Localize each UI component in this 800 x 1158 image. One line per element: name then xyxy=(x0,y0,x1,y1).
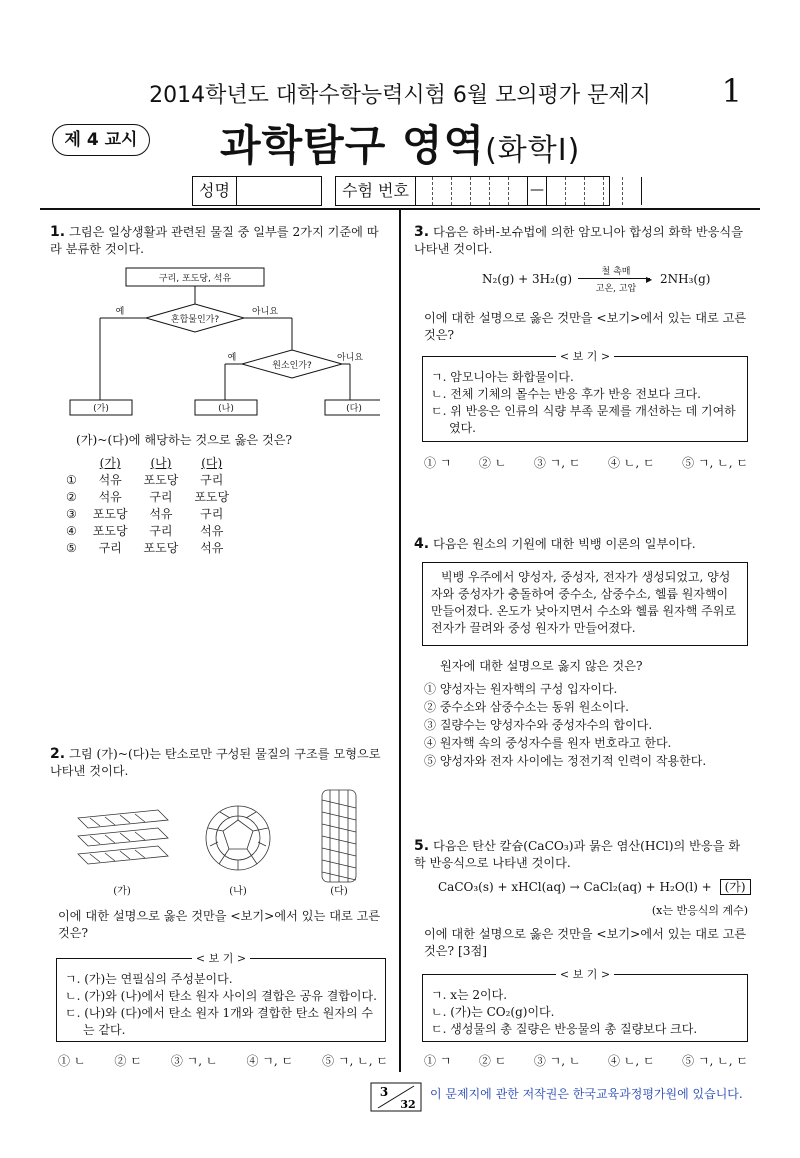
q2-carbon-structures xyxy=(60,788,390,898)
q5-option-2[interactable]: ② ㄷ xyxy=(478,1054,507,1068)
flow-yes-2: 예 xyxy=(227,353,237,363)
name-field[interactable] xyxy=(192,176,322,206)
q1-option-3[interactable]: ③ 포도당 석유 구리 xyxy=(66,506,224,521)
q1-flowchart xyxy=(60,266,380,418)
q5-bogi-box xyxy=(422,968,748,1042)
exam-number-cells xyxy=(414,177,642,205)
q2-option-4[interactable]: ④ ㄱ, ㄷ xyxy=(246,1054,294,1068)
page-counter xyxy=(370,1082,422,1112)
q3-bogi-title: < 보 기 > xyxy=(556,350,614,363)
q5-option-4[interactable]: ④ ㄴ, ㄷ xyxy=(607,1054,655,1068)
q5-options xyxy=(424,1052,748,1069)
q5-bogi-3: ㄷ. 생성물의 총 질량은 반응물의 총 질량보다 크다. xyxy=(431,1022,698,1036)
q1-option-5[interactable]: ⑤ 구리 포도당 석유 xyxy=(66,540,224,555)
q3-eq-left: N₂(g) + 3H₂(g) xyxy=(482,272,572,286)
exam-number-label: 수험 번호 xyxy=(336,177,416,205)
flow-b: (나) xyxy=(218,404,234,414)
exam-title: 2014학년도 대학수학능력시험 6월 모의평가 문제지 xyxy=(149,83,651,108)
q1-stem-text: 그림은 일상생활과 관련된 물질 중 일부를 2가지 기준에 따라 분류한 것이다. xyxy=(50,225,379,256)
flow-top-box: 구리, 포도당, 석유 xyxy=(158,274,232,284)
flow-a: (가) xyxy=(93,404,109,414)
flow-c: (다) xyxy=(346,404,362,414)
q1-stem xyxy=(50,224,388,258)
subject-title xyxy=(220,113,580,173)
q1-option-4[interactable]: ④ 포도당 구리 석유 xyxy=(66,523,224,538)
page-current: 3 xyxy=(379,1085,389,1099)
page-mark: 1 xyxy=(721,72,742,110)
subject-sub: (화학Ⅰ) xyxy=(485,133,581,168)
q1-options xyxy=(58,454,237,556)
q1-question: (가)~(다)에 해당하는 것으로 옳은 것은? xyxy=(76,433,293,447)
q4-passage-box xyxy=(422,562,748,646)
q2-number: 2. xyxy=(50,746,66,762)
q3-eq-bottom: 고온, 고압 xyxy=(595,284,637,294)
q4-option-5[interactable]: ⑤ 양성자와 전자 사이에는 정전기적 인력이 작용한다. xyxy=(424,754,707,768)
flow-no-1: 아니요 xyxy=(251,307,279,317)
q2-bogi-1: ㄱ. (가)는 연필심의 주성분이다. xyxy=(65,972,233,986)
q3-stem xyxy=(414,224,748,258)
q3-options xyxy=(424,454,748,471)
q1-number: 1. xyxy=(50,224,66,240)
q3-bogi-2: ㄴ. 전체 기체의 몰수는 반응 후가 반응 전보다 크다. xyxy=(431,387,701,401)
q4-option-2[interactable]: ② 중수소와 삼중수소는 동위 원소이다. xyxy=(424,700,629,714)
q4-question: 원자에 대한 설명으로 옳지 않은 것은? xyxy=(440,659,643,673)
q2-label-c: (다) xyxy=(330,886,348,897)
q5-bogi-title: < 보 기 > xyxy=(556,968,614,981)
name-label: 성명 xyxy=(193,177,237,205)
q3-bogi-1: ㄱ. 암모니아는 화합물이다. xyxy=(431,370,574,384)
q4-passage: 빅뱅 우주에서 양성자, 중성자, 전자가 생성되었고, 양성자와 중성자가 충돌하여 중수소, 삼중수소, 헬륨 원자핵이 만들어졌다. 온도가 낮아지면서 수소와 헬륨 원자핵 주위로 전자가 끌려와 중성 원자가 만들어졌다. xyxy=(431,570,736,635)
q5-note: (x는 반응식의 계수) xyxy=(651,904,748,917)
q3-option-2[interactable]: ② ㄴ xyxy=(478,456,507,470)
q1-option-1[interactable]: ① 석유 포도당 구리 xyxy=(66,472,224,487)
q2-option-3[interactable]: ③ ㄱ, ㄴ xyxy=(170,1054,218,1068)
q5-stem-text: 다음은 탄산 칼슘(CaCO₃)과 묽은 염산(HCl)의 반응을 화학 반응식으로 나타낸 것이다. xyxy=(414,839,741,870)
q2-bogi-title: < 보 기 > xyxy=(192,952,250,965)
q1-col-b: (나) xyxy=(150,456,172,470)
q2-question: 이에 대한 설명으로 옳은 것만을 <보기>에서 있는 대로 고른 것은? xyxy=(58,909,381,940)
q4-stem xyxy=(414,536,748,553)
flow-yes-1: 예 xyxy=(115,307,125,317)
q2-option-2[interactable]: ② ㄷ xyxy=(114,1054,142,1068)
q3-number: 3. xyxy=(414,224,430,240)
q2-bogi-2: ㄴ. (가)와 (나)에서 탄소 원자 사이의 결합은 공유 결합이다. xyxy=(65,989,377,1003)
q5-option-3[interactable]: ③ ㄱ, ㄴ xyxy=(533,1054,581,1068)
q5-number: 5. xyxy=(414,838,430,854)
q2-bogi-3: ㄷ. (나)와 (다)에서 탄소 원자 1개와 결합한 탄소 원자의 수는 같다. xyxy=(65,1006,373,1037)
q3-bogi-box xyxy=(422,350,748,442)
q2-stem xyxy=(50,746,388,780)
q5-stem xyxy=(414,838,748,872)
exam-number-dash: — xyxy=(528,177,547,205)
q1-col-a: (가) xyxy=(99,456,121,470)
fullerene-model xyxy=(206,806,270,870)
q3-eq-right: 2NH₃(g) xyxy=(660,272,711,286)
q3-eq-arrow: 철 촉매 ▶ 고온, 고압 xyxy=(578,268,654,290)
q4-options xyxy=(424,680,706,770)
q5-bogi-1: ㄱ. x는 2이다. xyxy=(431,988,508,1002)
copyright-notice: 이 문제지에 관한 저작권은 한국교육과정평가원에 있습니다. xyxy=(430,1087,743,1101)
q2-stem-text: 그림 (가)~(다)는 탄소로만 구성된 물질의 구조를 모형으로 나타낸 것이다. xyxy=(50,747,381,778)
q2-option-5[interactable]: ⑤ ㄱ, ㄴ, ㄷ xyxy=(322,1054,388,1068)
q3-bogi-3: ㄷ. 위 반응은 인류의 식량 부족 문제를 개선하는 데 기여하였다. xyxy=(431,404,736,435)
period-badge: 제 4 교시 xyxy=(52,124,150,156)
q5-blank-box: (가) xyxy=(720,879,751,895)
q3-equation xyxy=(482,267,711,294)
q4-stem-text: 다음은 원소의 기원에 대한 빅뱅 이론의 일부이다. xyxy=(433,537,696,551)
subject-main: 과학탐구 영역 xyxy=(220,121,486,170)
q5-question: 이에 대한 설명으로 옳은 것만을 <보기>에서 있는 대로 고른 것은? [3점] xyxy=(424,927,747,958)
q5-option-5[interactable]: ⑤ ㄱ, ㄴ, ㄷ xyxy=(682,1054,748,1068)
q4-option-3[interactable]: ③ 질량수는 양성자수와 중성자수의 합이다. xyxy=(424,718,653,732)
q3-option-5[interactable]: ⑤ ㄱ, ㄴ, ㄷ xyxy=(682,456,748,470)
q3-stem-text: 다음은 하버-보슈법에 의한 암모니아 합성의 화학 반응식을 나타낸 것이다. xyxy=(414,225,743,256)
nanotube-model xyxy=(322,790,356,882)
q3-eq-top: 철 촉매 xyxy=(601,267,631,277)
q5-eq-text: CaCO₃(s) + xHCl(aq) → CaCl₂(aq) + H₂O(l) + xyxy=(438,880,712,894)
q4-option-4[interactable]: ④ 원자핵 속의 중성자수를 원자 번호라고 한다. xyxy=(424,736,672,750)
q4-option-1[interactable]: ① 양성자는 원자핵의 구성 입자이다. xyxy=(424,682,618,696)
flow-no-2: 아니요 xyxy=(336,353,364,363)
q5-option-1[interactable]: ① ㄱ xyxy=(424,1054,452,1068)
flow-q2: 원소인가? xyxy=(272,361,312,371)
q2-bogi-box xyxy=(56,952,386,1042)
flow-q1: 혼합물인가? xyxy=(170,315,220,325)
q1-col-c: (다) xyxy=(201,456,223,470)
exam-number-field[interactable] xyxy=(335,176,610,206)
column-divider xyxy=(399,210,401,1072)
q1-option-2[interactable]: ② 석유 구리 포도당 xyxy=(66,489,230,504)
q3-option-1[interactable]: ① ㄱ xyxy=(424,456,452,470)
q5-equation xyxy=(438,878,751,895)
q2-label-a: (가) xyxy=(113,886,131,897)
q2-label-b: (나) xyxy=(229,886,247,897)
page-total: 32 xyxy=(400,1098,416,1111)
q4-number: 4. xyxy=(414,536,430,552)
q3-option-3[interactable]: ③ ㄱ, ㄷ xyxy=(533,456,581,470)
q5-bogi-2: ㄴ. (가)는 CO₂(g)이다. xyxy=(431,1005,555,1019)
q2-options xyxy=(58,1052,388,1069)
q3-option-4[interactable]: ④ ㄴ, ㄷ xyxy=(607,456,655,470)
q2-option-1[interactable]: ① ㄴ xyxy=(58,1054,86,1068)
graphite-model xyxy=(78,810,168,864)
q3-question: 이에 대한 설명으로 옳은 것만을 <보기>에서 있는 대로 고른 것은? xyxy=(424,311,747,342)
